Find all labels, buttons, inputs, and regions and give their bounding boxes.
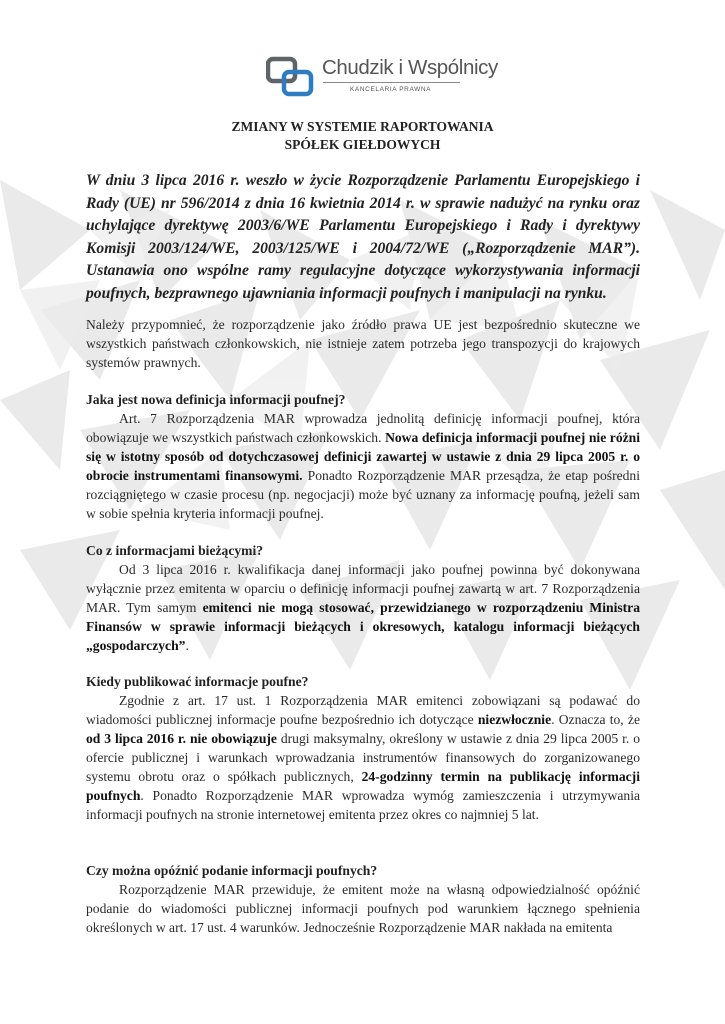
section-heading-delay: Czy można opóźnić podanie informacji poufnych? bbox=[86, 863, 378, 878]
section-heading-publication: Kiedy publikować informacje poufne? bbox=[86, 674, 309, 689]
text-run: . Ponadto Rozporządzenie MAR wprowadza wymóg zamieszczenia i utrzymywania informacji poufnych na stronie internetowej emitenta przez okres co najmniej 5 lat. bbox=[86, 788, 640, 822]
text-run: Ponadto Rozporządzenie MAR przesądza, że etap pośredni rozciągniętego w czasie procesu (np. negocjacji) może być uznany za informację poufną, jeżeli sam w sobie spełnia kryteria informacji poufnej. bbox=[86, 468, 641, 521]
text-run: Art. 7 Rozporządzenia MAR wprowadza jednolitą definicję informacji poufnej, która obowiązuje we wszystkich państwach członkowskich. bbox=[86, 411, 640, 445]
section-paragraph-current-info bbox=[86, 560, 640, 655]
bold-run: Nowa definicja informacji poufnej nie różni się w istotny sposób od dotychczasowej definicji zawartej w ustawie z dnia 29 lipca 2005 r. o obrocie instrumentami finansowymi. bbox=[86, 430, 640, 483]
bold-run: 24-godzinny termin na publikację informacji poufnych bbox=[86, 769, 640, 803]
text-run: Rozporządzenie MAR przewiduje, że emitent może na własną odpowiedzialność opóźnić podanie do wiadomości publicznej informacji poufnych pod warunkiem łącznego spełnienia określonych w art. 17 ust. 4 warunków. Jednocześnie Rozporządzenie MAR nakłada na emitenta bbox=[86, 882, 640, 935]
section-heading-definition: Jaka jest nowa definicja informacji poufnej? bbox=[86, 392, 346, 407]
text-run: . bbox=[185, 638, 189, 653]
logo-name: Chudzik i Wspólnicy bbox=[322, 56, 498, 79]
logo-subtitle: KANCELARIA PRAWNA bbox=[350, 86, 432, 93]
reminder-paragraph: Należy przypomnieć, że rozporządzenie jako źródło prawa UE jest bezpośrednio skuteczne we wszystkich państwach członkowskich, nie istnieje zatem potrzeba jego transpozycji do krajowych systemów prawnych. bbox=[86, 317, 640, 370]
text-run: . Oznacza to, że bbox=[551, 712, 640, 727]
document-title-line-2: SPÓŁEK GIEŁDOWYCH bbox=[284, 137, 441, 152]
section-paragraph-publication bbox=[86, 691, 640, 824]
intro-paragraph: W dniu 3 lipca 2016 r. weszło w życie Rozporządzenie Parlamentu Europejskiego i Rady (UE) nr 596/2014 z dnia 16 kwietnia 2014 r. w sprawie nadużyć na rynku oraz uchylające dyrektywę 2003/6/WE Parlamentu Europejskiego i Rady i dyrektywy Komisji 2003/124/WE, 2003/125/WE i 2004/72/WE („Rozporządzenie MAR”). Ustanawia ono wspólne ramy regulacyjne dotyczące wykorzystywania informacji poufnych, bezprawnego ujawniania informacji poufnych i manipulacji na rynku. bbox=[86, 172, 640, 302]
bold-run: od 3 lipca 2016 r. nie obowiązuje bbox=[86, 731, 277, 746]
text-run: drugi maksymalny, określony w ustawie z dnia 29 lipca 2005 r. o ofercie publicznej i warunkach wprowadzania instrumentów finansowych do zorganizowanego systemu obrotu oraz o spółkach publicznych, bbox=[86, 731, 640, 784]
logo-divider bbox=[323, 82, 460, 83]
section-heading-current-info: Co z informacjami bieżącymi? bbox=[86, 543, 264, 558]
text-run: Od 3 lipca 2016 r. kwalifikacja danej informacji jako poufnej powinna być dokonywana wyłącznie przez emitenta w oparciu o definicję informacji poufnej zawartą w art. 7 Rozporządzenia MAR. Tym samym bbox=[86, 562, 640, 615]
text-run: Zgodnie z art. 17 ust. 1 Rozporządzenia MAR emitenci zobowiązani są podawać do wiadomości publicznej informacje poufne bezpośrednio ich dotyczące bbox=[86, 693, 640, 727]
logo-squares-icon bbox=[266, 56, 316, 98]
section-paragraph-delay bbox=[86, 880, 640, 937]
bold-run: niezwłocznie bbox=[477, 712, 552, 727]
document-title-line-1: ZMIANY W SYSTEMIE RAPORTOWANIA bbox=[231, 119, 494, 134]
firm-logo bbox=[266, 54, 498, 104]
section-paragraph-definition bbox=[86, 409, 640, 523]
bold-run: emitenci nie mogą stosować, przewidzianego w rozporządzeniu Ministra Finansów w sprawie informacji bieżących i okresowych, katalogu informacji bieżących „gospodarczych” bbox=[86, 600, 641, 653]
